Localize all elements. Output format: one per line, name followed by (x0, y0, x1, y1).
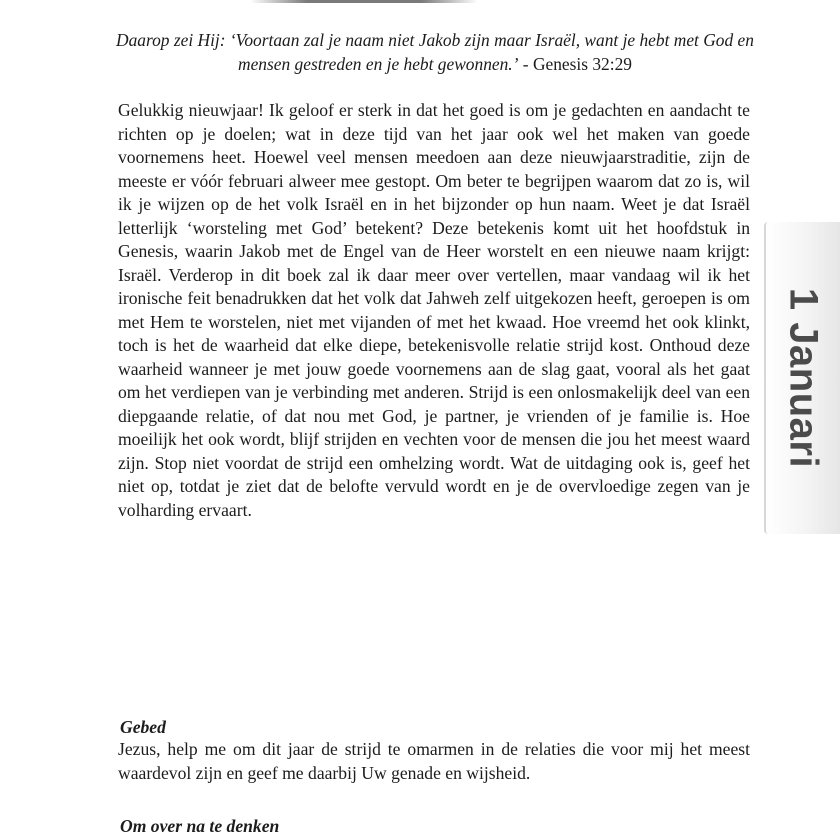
verse-text: Daarop zei Hij: ‘Voortaan zal je naam niet Jakob zijn maar Israël, want je hebt met God en mensen gestreden en je hebt gewonnen.’ (116, 30, 754, 74)
date-side-tab (764, 222, 840, 534)
reflection-heading: Om over na te denken (120, 816, 280, 836)
devotional-body: Gelukkig nieuwjaar! Ik geloof er sterk in dat het goed is om je gedachten en aandacht te richten op je doelen; wat in deze tijd van het jaar ook wel het maken van goede voornemens heet. Hoewel veel mensen meedoen aan deze nieuwjaarstraditie, zijn de meeste er vóór februari alweer mee gestopt. Om beter te begrijpen waarom dat zo is, wil ik je wijzen op de het volk Israël en in het bijzonder op hun naam. Weet je dat Israël letterlijk ‘worsteling met God’ betekent? Deze betekenis komt uit het hoofdstuk in Genesis, waarin Jakob met de Engel van de Heer worstelt en een nieuwe naam krijgt: Israël. Verderop in dit boek zal ik daar meer over vertellen, maar vandaag wil ik het ironische feit benadrukken dat het volk dat Jahweh zelf uitgekozen heeft, geroepen is om met Hem te worstelen, niet met vijanden of met het kwaad. Hoe vreemd het ook klinkt, toch is het de waarheid dat elke diepe, betekenisvolle relatie strijd kost. Onthoud deze waarheid wanneer je met jouw goede voornemens aan de slag gaat, vooral als het gaat om het verdiepen van je verbinding met anderen. Strijd is een onlosmakelijk deel van een diepgaande relatie, of dat nou met God, je partner, je vrienden of je familie is. Hoe moeilijk het ook wordt, blijf strijden en vechten voor de mensen die jou het meest waard zijn. Stop niet voordat de strijd een omhelzing wordt. Wat de uitdaging ook is, geef het niet op, totdat je ziet dat de belofte vervuld wordt en je de overvloedige zegen van je volharding ervaart. (118, 100, 750, 520)
top-divider (250, 0, 478, 3)
prayer-heading: Gebed (120, 717, 166, 737)
bible-verse-quote (112, 28, 758, 76)
date-tab-label: 1 Januari (781, 287, 826, 469)
verse-reference: - Genesis 32:29 (518, 54, 632, 74)
prayer-text: Jezus, help me om dit jaar de strijd te omarmen in de relaties die voor mij het meest waardevol zijn en geef me daarbij Uw genade en wijsheid. (118, 739, 750, 783)
